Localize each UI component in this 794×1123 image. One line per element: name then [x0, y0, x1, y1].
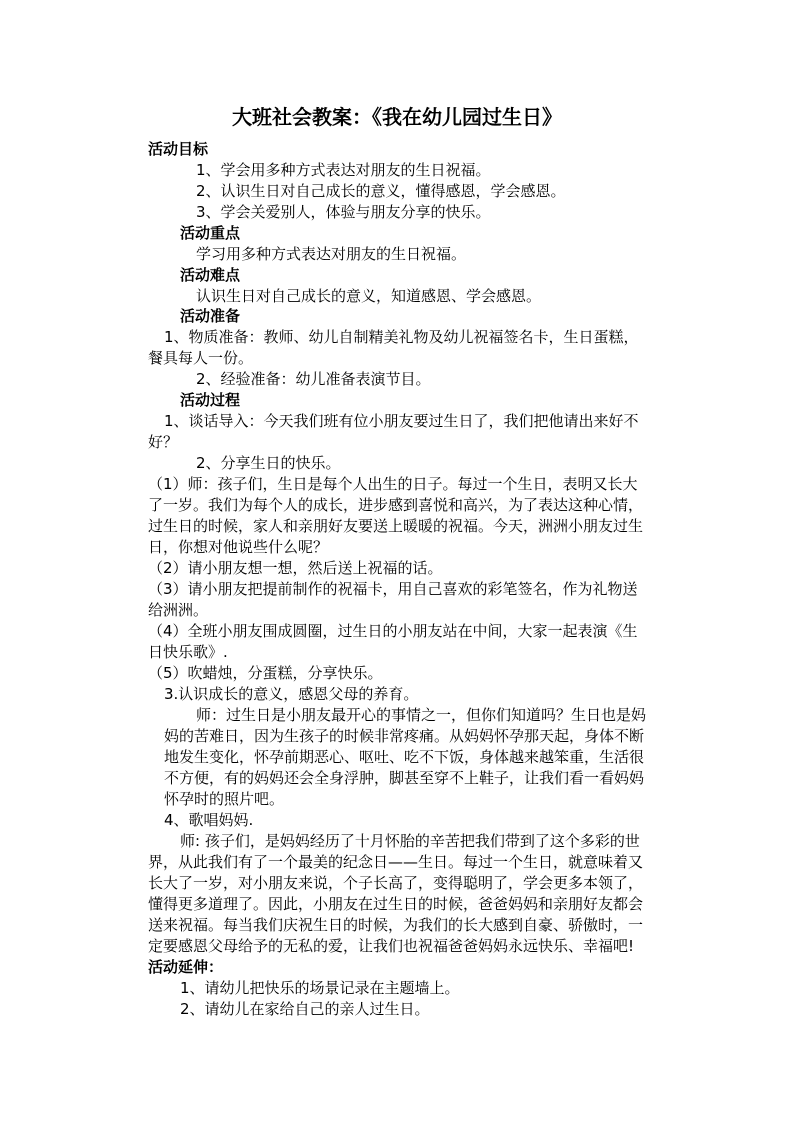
step-4-paragraph-line: 送来祝福。每当我们庆祝生日的时候，为我们的长大感到自豪、骄傲时，一	[148, 916, 644, 934]
key-point-heading: 活动重点	[180, 224, 241, 242]
sub-step-1-line: 过生日的时候，家人和亲朋好友要送上暖暖的祝福。今天，洲洲小朋友过生	[148, 517, 644, 535]
sub-step-3-line: （3）请小朋友把提前制作的祝福卡，用自己喜欢的彩笔签名，作为礼物送	[148, 580, 638, 598]
difficulty-text: 认识生日对自己成长的意义，知道感恩、学会感恩。	[196, 287, 542, 305]
process-heading: 活动过程	[180, 391, 241, 409]
goal-item: 3、学会关爱别人，体验与朋友分享的快乐。	[196, 203, 491, 221]
sub-step-2: （2）请小朋友想一想，然后送上祝福的话。	[148, 559, 443, 577]
step-3-paragraph-line: 妈的苦难日，因为生孩子的时候非常疼痛。从妈妈怀孕那天起，身体不断	[164, 727, 645, 745]
sub-step-1-line: 日，你想对他说些什么呢？	[148, 538, 329, 556]
extension-heading: 活动延伸：	[148, 958, 224, 976]
preparation-item-1-cont: 餐具每人一份。	[148, 349, 254, 367]
process-step-3: 3.认识成长的意义，感恩父母的养育。	[164, 685, 419, 703]
step-3-paragraph-line: 怀孕时的照片吧。	[164, 790, 285, 808]
sub-step-1-line: 了一岁。我们为每个人的成长，进步感到喜悦和高兴，为了表达这种心情，	[148, 496, 644, 514]
step-4-paragraph-line: 懂得更多道理了。因此，小朋友在过生日的时候，爸爸妈妈和亲朋好友都会	[148, 895, 644, 913]
preparation-item-1: 1、物质准备：教师、幼儿自制精美礼物及幼儿祝福签名卡，生日蛋糕，	[164, 328, 639, 346]
process-step-2: 2、分享生日的快乐。	[196, 454, 341, 472]
preparation-item-2: 2、经验准备：幼儿准备表演节目。	[196, 370, 431, 388]
step-3-paragraph-line: 不方便，有的妈妈还会全身浮肿，脚甚至穿不上鞋子，让我们看一看妈妈	[164, 769, 645, 787]
goal-item: 1、学会用多种方式表达对朋友的生日祝福。	[196, 161, 491, 179]
extension-item: 2、请幼儿在家给自己的亲人过生日。	[180, 1000, 430, 1018]
sub-step-4-line: （4）全班小朋友围成圆圈，过生日的小朋友站在中间，大家一起表演《生	[148, 622, 638, 640]
process-step-1: 1、谈话导入：今天我们班有位小朋友要过生日了，我们把他请出来好不	[164, 412, 639, 430]
step-3-paragraph-line: 地发生变化，怀孕前期恶心、呕吐、吃不下饭，身体越来越笨重，生活很	[164, 748, 645, 766]
step-4-paragraph-line: 长大了一岁，对小朋友来说，个子长高了，变得聪明了，学会更多本领了，	[148, 874, 644, 892]
sub-step-4-line: 日快乐歌》.	[148, 643, 228, 661]
goal-item: 2、认识生日对自己成长的意义，懂得感恩，学会感恩。	[196, 182, 566, 200]
goals-heading: 活动目标	[148, 140, 209, 158]
process-step-4: 4、歌唱妈妈.	[164, 811, 254, 829]
extension-item: 1、请幼儿把快乐的场景记录在主题墙上。	[180, 979, 460, 997]
preparation-heading: 活动准备	[180, 307, 241, 325]
difficulty-heading: 活动难点	[180, 266, 241, 284]
sub-step-1-line: （1）师：孩子们，生日是每个人出生的日子。每过一个生日，表明又长大	[148, 475, 638, 493]
process-step-1-cont: 好？	[148, 433, 179, 451]
sub-step-3-line: 给洲洲。	[148, 601, 209, 619]
sub-step-5: （5）吹蜡烛，分蛋糕，分享快乐。	[148, 664, 383, 682]
key-point-text: 学习用多种方式表达对朋友的生日祝福。	[196, 245, 467, 263]
step-4-paragraph-line: 定要感恩父母给予的无私的爱，让我们也祝福爸爸妈妈永远快乐、幸福吧!	[148, 937, 635, 955]
step-4-paragraph-line: 师: 孩子们，是妈妈经历了十月怀胎的辛苦把我们带到了这个多彩的世	[180, 832, 640, 850]
step-3-paragraph-line: 师：过生日是小朋友最开心的事情之一，但你们知道吗？生日也是妈	[196, 706, 647, 724]
step-4-paragraph-line: 界，从此我们有了一个最美的纪念日——生日。每过一个生日，就意味着又	[148, 853, 644, 871]
page-title: 大班社会教案：《我在幼儿园过生日》	[232, 105, 562, 129]
